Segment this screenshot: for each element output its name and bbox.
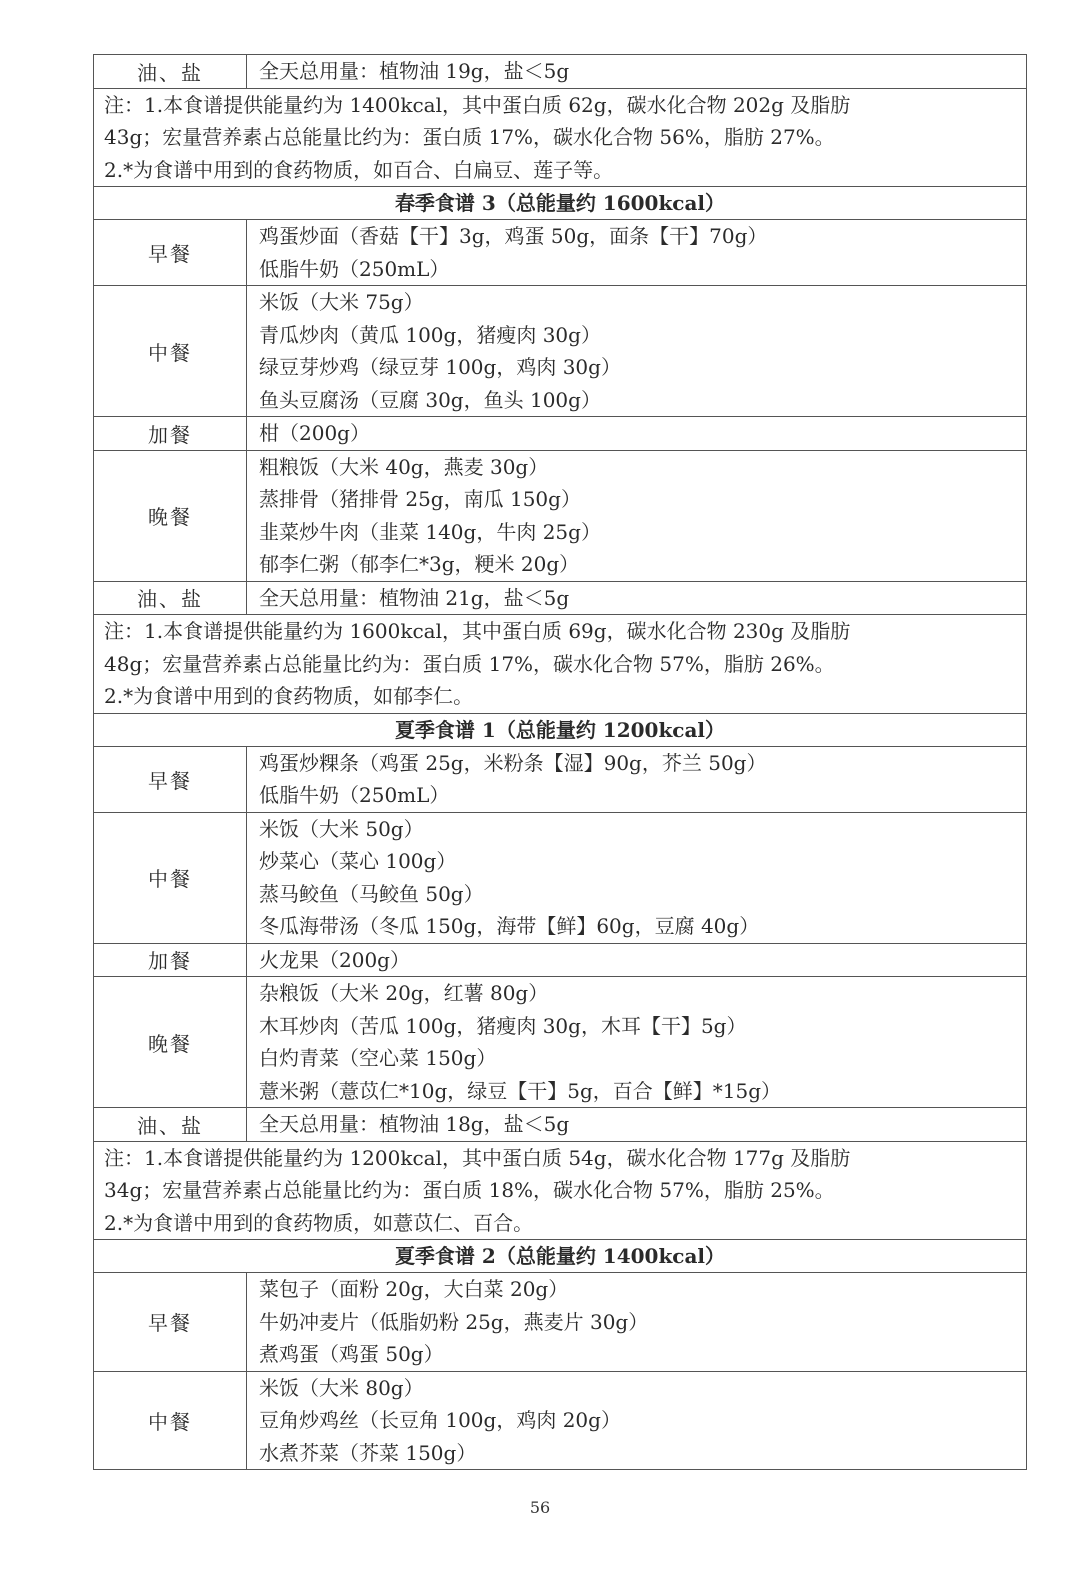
table-row-lunch xyxy=(94,812,1027,943)
item-line: 木耳炒肉（苦瓜 100g，猪瘦肉 30g，木耳【干】5g） xyxy=(259,1013,747,1038)
note-cell xyxy=(94,88,1027,187)
item-line: 薏米粥（薏苡仁*10g，绿豆【干】5g，百合【鲜】*15g） xyxy=(259,1078,782,1103)
table-row-note xyxy=(94,615,1027,714)
recipe-table xyxy=(93,54,1027,1470)
table-row-oil-salt xyxy=(94,55,1027,89)
table-row-menu-title xyxy=(94,1240,1027,1273)
meal-items xyxy=(247,286,1027,417)
item-line: 青瓜炒肉（黄瓜 100g，猪瘦肉 30g） xyxy=(259,322,601,347)
item-line: 白灼青菜（空心菜 150g） xyxy=(259,1046,497,1070)
menu-title: 春季食谱 3（总能量约 1600kcal） xyxy=(94,187,1027,220)
item-line: 蒸马鲛鱼（马鲛鱼 50g） xyxy=(259,881,484,906)
item-line: 牛奶冲麦片（低脂奶粉 25g，燕麦片 30g） xyxy=(259,1309,649,1334)
table-row-lunch xyxy=(94,286,1027,417)
item-line: 低脂牛奶（250mL） xyxy=(259,783,450,807)
item-line: 鱼头豆腐汤（豆腐 30g，鱼头 100g） xyxy=(259,387,601,412)
meal-label: 中餐 xyxy=(94,286,247,417)
note-line: 2.*为食谱中用到的食药物质，如郁李仁。 xyxy=(104,684,474,708)
item-line: 郁李仁粥（郁李仁*3g，粳米 20g） xyxy=(259,552,580,576)
note-cell xyxy=(94,615,1027,714)
item-line: 冬瓜海带汤（冬瓜 150g，海带【鲜】60g，豆腐 40g） xyxy=(259,914,760,938)
item-line: 炒菜心（菜心 100g） xyxy=(259,849,457,873)
note-line: 注：1.本食谱提供能量约为 1200kcal，其中蛋白质 54g，碳水化合物 177g 及脂肪 xyxy=(104,1145,851,1170)
table-row-snack xyxy=(94,943,1027,977)
table-row-note xyxy=(94,88,1027,187)
item-line: 柑（200g） xyxy=(259,421,370,445)
table-row-breakfast xyxy=(94,746,1027,812)
item-line: 米饭（大米 75g） xyxy=(259,290,424,314)
item-line: 全天总用量：植物油 19g，盐＜5g xyxy=(259,59,570,83)
item-line: 韭菜炒牛肉（韭菜 140g，牛肉 25g） xyxy=(259,519,601,544)
meal-label: 早餐 xyxy=(94,220,247,286)
meal-items xyxy=(247,746,1027,812)
item-line: 米饭（大米 50g） xyxy=(259,816,424,841)
item-line: 火龙果（200g） xyxy=(259,947,410,972)
menu-title: 夏季食谱 2（总能量约 1400kcal） xyxy=(94,1240,1027,1273)
meal-items xyxy=(247,943,1027,977)
meal-items xyxy=(247,55,1027,89)
note-line: 注：1.本食谱提供能量约为 1400kcal，其中蛋白质 62g，碳水化合物 202g 及脂肪 xyxy=(104,92,851,117)
item-line: 杂粮饭（大米 20g，红薯 80g） xyxy=(259,981,549,1005)
meal-label: 加餐 xyxy=(94,417,247,451)
table-row-oil-salt xyxy=(94,581,1027,615)
note-line: 注：1.本食谱提供能量约为 1600kcal，其中蛋白质 69g，碳水化合物 230g 及脂肪 xyxy=(104,619,851,643)
meal-label: 早餐 xyxy=(94,746,247,812)
meal-label: 油、盐 xyxy=(94,1108,247,1142)
item-line: 米饭（大米 80g） xyxy=(259,1375,424,1400)
note-line: 43g；宏量营养素占总能量比约为：蛋白质 17%，碳水化合物 56%，脂肪 27%。 xyxy=(104,125,835,149)
note-cell xyxy=(94,1141,1027,1240)
menu-title: 夏季食谱 1（总能量约 1200kcal） xyxy=(94,713,1027,746)
meal-label: 加餐 xyxy=(94,943,247,977)
item-line: 菜包子（面粉 20g，大白菜 20g） xyxy=(259,1277,569,1301)
meal-label: 中餐 xyxy=(94,1371,247,1470)
meal-label: 晚餐 xyxy=(94,977,247,1108)
table-row-breakfast xyxy=(94,220,1027,286)
meal-label: 中餐 xyxy=(94,812,247,943)
item-line: 豆角炒鸡丝（长豆角 100g，鸡肉 20g） xyxy=(259,1408,621,1432)
meal-items xyxy=(247,1108,1027,1142)
item-line: 煮鸡蛋（鸡蛋 50g） xyxy=(259,1342,444,1366)
page-number: 56 xyxy=(529,1498,551,1517)
meal-items xyxy=(247,812,1027,943)
item-line: 蒸排骨（猪排骨 25g，南瓜 150g） xyxy=(259,487,581,511)
item-line: 低脂牛奶（250mL） xyxy=(259,256,450,281)
item-line: 全天总用量：植物油 18g，盐＜5g xyxy=(259,1112,570,1136)
meal-items xyxy=(247,1273,1027,1372)
item-line: 粗粮饭（大米 40g，燕麦 30g） xyxy=(259,454,549,479)
item-line: 绿豆芽炒鸡（绿豆芽 100g，鸡肉 30g） xyxy=(259,355,621,379)
table-row-snack xyxy=(94,417,1027,451)
item-line: 鸡蛋炒面（香菇【干】3g，鸡蛋 50g，面条【干】70g） xyxy=(259,224,768,248)
table-row-lunch xyxy=(94,1371,1027,1470)
meal-items xyxy=(247,450,1027,581)
meal-items xyxy=(247,220,1027,286)
meal-items xyxy=(247,977,1027,1108)
note-line: 2.*为食谱中用到的食药物质，如百合、白扁豆、莲子等。 xyxy=(104,157,614,182)
note-line: 2.*为食谱中用到的食药物质，如薏苡仁、百合。 xyxy=(104,1210,534,1235)
meal-items xyxy=(247,581,1027,615)
table-row-dinner xyxy=(94,977,1027,1108)
table-row-menu-title xyxy=(94,187,1027,220)
note-line: 48g；宏量营养素占总能量比约为：蛋白质 17%，碳水化合物 57%，脂肪 26%。 xyxy=(104,651,835,676)
table-row-breakfast xyxy=(94,1273,1027,1372)
meal-items xyxy=(247,417,1027,451)
meal-label: 油、盐 xyxy=(94,55,247,89)
table-row-menu-title xyxy=(94,713,1027,746)
item-line: 全天总用量：植物油 21g，盐＜5g xyxy=(259,585,570,610)
meal-label: 油、盐 xyxy=(94,581,247,615)
item-line: 水煮芥菜（芥菜 150g） xyxy=(259,1440,477,1465)
meal-label: 晚餐 xyxy=(94,450,247,581)
note-line: 34g；宏量营养素占总能量比约为：蛋白质 18%，碳水化合物 57%，脂肪 25%。 xyxy=(104,1178,835,1202)
table-row-oil-salt xyxy=(94,1108,1027,1142)
meal-items xyxy=(247,1371,1027,1470)
table-row-dinner xyxy=(94,450,1027,581)
meal-label: 早餐 xyxy=(94,1273,247,1372)
item-line: 鸡蛋炒粿条（鸡蛋 25g，米粉条【湿】90g，芥兰 50g） xyxy=(259,750,767,775)
table-row-note xyxy=(94,1141,1027,1240)
